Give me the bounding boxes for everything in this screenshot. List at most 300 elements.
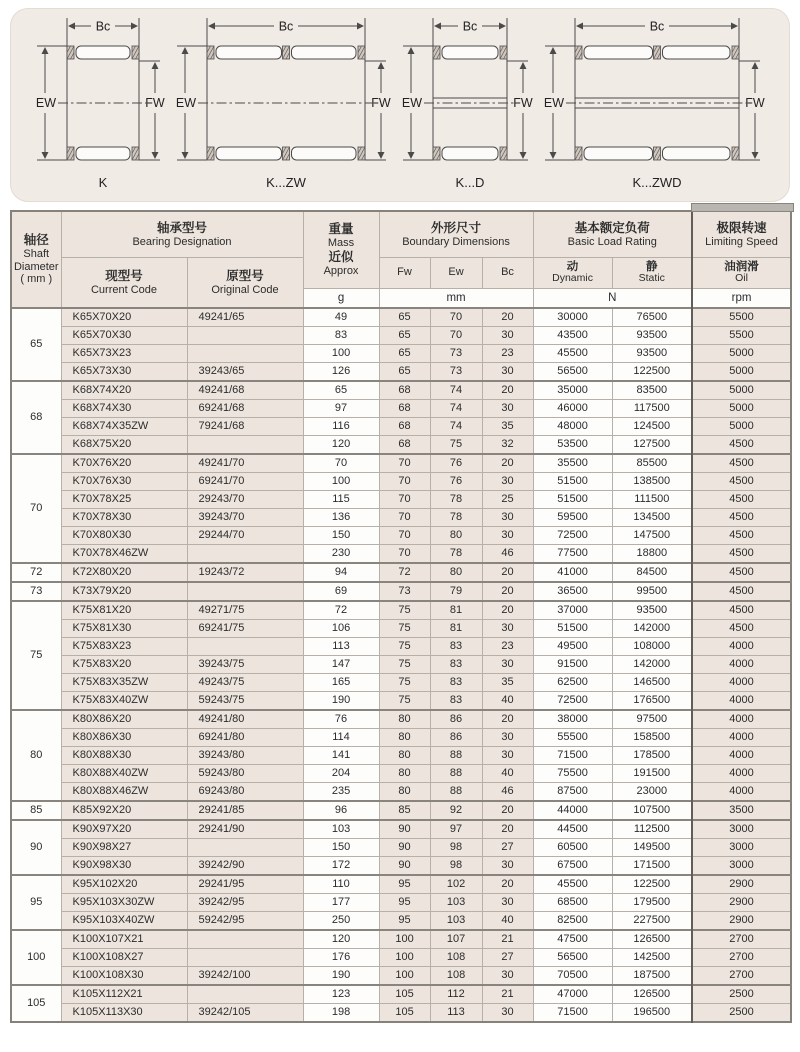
cell-current-code: K90X98X27 [61,839,187,857]
cell-ew: 80 [430,563,482,582]
cell-mass: 176 [303,949,379,967]
cell-mass: 49 [303,308,379,327]
cell-original-code [187,582,303,601]
cell-dynamic-load: 46000 [533,400,612,418]
cell-dynamic-load: 47500 [533,930,612,949]
cell-ew: 103 [430,894,482,912]
table-row [11,674,791,692]
dim-label-fw: FW [145,95,165,110]
header-speed-zh: 极限转速 [716,220,767,235]
cell-original-code: 49241/68 [187,381,303,400]
cell-current-code: K75X83X23 [61,638,187,656]
cell-mass: 100 [303,473,379,491]
cell-ew: 74 [430,418,482,436]
cell-dynamic-load: 35000 [533,381,612,400]
cell-fw: 68 [379,436,430,455]
cell-dynamic-load: 72500 [533,527,612,545]
cell-ew: 73 [430,363,482,382]
cell-dynamic-load: 75500 [533,765,612,783]
table-row [11,656,791,674]
header-mass-zh: 重量 [328,222,354,237]
cell-original-code [187,839,303,857]
table-row [11,729,791,747]
cell-mass: 150 [303,527,379,545]
table-row [11,308,791,327]
cell-mass: 110 [303,875,379,894]
cell-bc: 30 [482,1004,533,1023]
cell-bc: 20 [482,601,533,620]
cell-bc: 30 [482,967,533,986]
cell-mass: 230 [303,545,379,564]
cell-current-code: K65X70X30 [61,327,187,345]
cell-static-load: 179500 [612,894,692,912]
cell-current-code: K80X86X30 [61,729,187,747]
cell-bc: 21 [482,985,533,1004]
cell-static-load: 158500 [612,729,692,747]
cell-fw: 85 [379,801,430,820]
cell-limiting-speed: 2900 [692,912,791,931]
header-bc [482,257,533,288]
cell-mass: 136 [303,509,379,527]
shaft-diameter-cell: 70 [11,454,61,563]
cell-mass: 115 [303,491,379,509]
table-row [11,710,791,729]
cell-bc: 20 [482,801,533,820]
cell-ew: 83 [430,656,482,674]
cell-ew: 108 [430,949,482,967]
cell-static-load: 83500 [612,381,692,400]
cell-dynamic-load: 77500 [533,545,612,564]
header-ew-label: Ew [448,266,464,279]
cell-current-code: K72X80X20 [61,563,187,582]
cell-bc: 20 [482,454,533,473]
cell-static-load: 142500 [612,949,692,967]
cell-original-code: 69241/68 [187,400,303,418]
cell-ew: 78 [430,545,482,564]
unit-boundary: mm [379,288,533,308]
diagram-K-D [397,10,537,201]
cell-fw: 65 [379,345,430,363]
cell-fw: 95 [379,894,430,912]
cell-mass: 103 [303,820,379,839]
unit-load: N [533,288,692,308]
cell-fw: 95 [379,875,430,894]
table-row [11,509,791,527]
cell-bc: 46 [482,783,533,802]
header-oil-en: Oil [735,271,748,284]
cell-bc: 30 [482,327,533,345]
table-row [11,747,791,765]
cell-static-load: 23000 [612,783,692,802]
cell-limiting-speed: 5000 [692,400,791,418]
header-dynamic [533,257,612,288]
cell-static-load: 122500 [612,363,692,382]
cell-limiting-speed: 4000 [692,710,791,729]
cell-current-code: K65X73X30 [61,363,187,382]
cell-static-load: 124500 [612,418,692,436]
cell-original-code: 39243/80 [187,747,303,765]
cell-dynamic-load: 41000 [533,563,612,582]
cell-original-code: 29241/95 [187,875,303,894]
cell-fw: 73 [379,582,430,601]
cell-original-code: 29244/70 [187,527,303,545]
header-mass-en2: Approx [323,264,359,277]
cell-ew: 70 [430,308,482,327]
cell-dynamic-load: 56500 [533,949,612,967]
cell-fw: 70 [379,473,430,491]
cell-current-code: K95X103X30ZW [61,894,187,912]
cell-current-code: K80X88X30 [61,747,187,765]
cell-ew: 75 [430,436,482,455]
cell-ew: 81 [430,620,482,638]
cell-original-code: 39242/105 [187,1004,303,1023]
cell-current-code: K68X74X35ZW [61,418,187,436]
cell-original-code: 39243/70 [187,509,303,527]
cell-static-load: 85500 [612,454,692,473]
cell-original-code: 29241/90 [187,820,303,839]
cell-bc: 46 [482,545,533,564]
cell-ew: 113 [430,1004,482,1023]
diagram-type-label: K...D [455,174,485,190]
table-row [11,454,791,473]
cell-current-code: K95X102X20 [61,875,187,894]
cell-dynamic-load: 82500 [533,912,612,931]
cell-static-load: 187500 [612,967,692,986]
cell-mass: 141 [303,747,379,765]
header-dynamic-en: Dynamic [552,271,593,284]
cell-original-code: 29241/85 [187,801,303,820]
cell-bc: 23 [482,345,533,363]
cell-static-load: 76500 [612,308,692,327]
table-row [11,857,791,876]
header-limiting-speed [692,211,791,257]
shaft-diameter-cell: 80 [11,710,61,801]
cell-dynamic-load: 45500 [533,345,612,363]
cell-limiting-speed: 5000 [692,345,791,363]
cell-original-code: 19243/72 [187,563,303,582]
table-row [11,400,791,418]
header-dynamic-zh: 动 [566,260,579,273]
cell-current-code: K85X92X20 [61,801,187,820]
table-row [11,985,791,1004]
header-load-zh: 基本额定负荷 [574,220,650,235]
cell-static-load: 171500 [612,857,692,876]
cell-limiting-speed: 4000 [692,692,791,711]
cell-ew: 98 [430,839,482,857]
diagram-K [31,10,169,201]
cell-ew: 79 [430,582,482,601]
cell-dynamic-load: 67500 [533,857,612,876]
cell-fw: 68 [379,400,430,418]
cell-fw: 75 [379,692,430,711]
cell-ew: 81 [430,601,482,620]
cell-bc: 30 [482,363,533,382]
shaft-diameter-cell: 90 [11,820,61,875]
cell-original-code: 29243/70 [187,491,303,509]
header-original-en: Original Code [211,283,279,296]
cell-bc: 25 [482,491,533,509]
cell-current-code: K65X73X23 [61,345,187,363]
cell-original-code: 69241/70 [187,473,303,491]
header-oil [692,257,791,288]
cell-bc: 32 [482,436,533,455]
cell-mass: 72 [303,601,379,620]
header-boundary-zh: 外形尺寸 [431,220,482,235]
cell-limiting-speed: 4500 [692,582,791,601]
cell-original-code: 49271/75 [187,601,303,620]
cell-bc: 20 [482,308,533,327]
shaft-diameter-cell: 100 [11,930,61,985]
cell-limiting-speed: 3000 [692,857,791,876]
table-row [11,967,791,986]
table-row [11,473,791,491]
cell-ew: 73 [430,345,482,363]
dim-label-fw: FW [745,95,765,110]
cell-static-load: 84500 [612,563,692,582]
cell-fw: 72 [379,563,430,582]
cell-current-code: K105X113X30 [61,1004,187,1023]
cell-ew: 98 [430,857,482,876]
cell-bc: 35 [482,418,533,436]
header-load-en: Basic Load Rating [567,235,657,248]
shaft-diameter-cell: 68 [11,381,61,454]
cell-mass: 106 [303,620,379,638]
spec-table-container [10,210,790,1023]
cell-bc: 30 [482,473,533,491]
cell-fw: 70 [379,527,430,545]
cell-ew: 86 [430,729,482,747]
header-fw [379,257,430,288]
cell-dynamic-load: 51500 [533,473,612,491]
cell-limiting-speed: 3000 [692,839,791,857]
shaft-diameter-cell: 73 [11,582,61,601]
diagram-type-label: K [98,174,108,190]
dim-label-bc: Bc [462,19,478,33]
cell-ew: 97 [430,820,482,839]
header-boundary-en: Boundary Dimensions [402,235,510,248]
cell-static-load: 93500 [612,345,692,363]
cell-current-code: K68X74X30 [61,400,187,418]
cell-dynamic-load: 70500 [533,967,612,986]
cell-current-code: K70X78X46ZW [61,545,187,564]
cell-limiting-speed: 4000 [692,674,791,692]
cell-static-load: 108000 [612,638,692,656]
cell-bc: 30 [482,747,533,765]
table-row [11,692,791,711]
cell-mass: 65 [303,381,379,400]
table-row [11,620,791,638]
cell-limiting-speed: 5500 [692,327,791,345]
table-row [11,363,791,382]
cell-fw: 70 [379,545,430,564]
cell-original-code: 39242/90 [187,857,303,876]
table-row [11,801,791,820]
cell-current-code: K70X80X30 [61,527,187,545]
cell-limiting-speed: 4000 [692,765,791,783]
cell-dynamic-load: 30000 [533,308,612,327]
table-row [11,327,791,345]
cell-mass: 150 [303,839,379,857]
cell-limiting-speed: 5000 [692,363,791,382]
header-shaft-zh: 轴径 [23,233,49,248]
cell-fw: 100 [379,967,430,986]
cell-static-load: 196500 [612,1004,692,1023]
cell-limiting-speed: 2500 [692,985,791,1004]
cell-limiting-speed: 4500 [692,601,791,620]
cell-fw: 68 [379,418,430,436]
header-ew [430,257,482,288]
cell-limiting-speed: 4500 [692,563,791,582]
cell-limiting-speed: 5500 [692,308,791,327]
dim-label-fw: FW [513,95,533,110]
cell-original-code: 49241/80 [187,710,303,729]
cell-original-code: 39243/75 [187,656,303,674]
cell-fw: 65 [379,363,430,382]
header-basic-load-rating [533,211,692,257]
cell-fw: 75 [379,656,430,674]
cell-bc: 30 [482,729,533,747]
header-mass-zh2: 近似 [328,249,354,264]
cell-mass: 97 [303,400,379,418]
shaft-diameter-cell: 72 [11,563,61,582]
cell-fw: 80 [379,783,430,802]
cell-dynamic-load: 43500 [533,327,612,345]
cell-limiting-speed: 4000 [692,656,791,674]
cell-mass: 120 [303,436,379,455]
cell-static-load: 178500 [612,747,692,765]
cell-mass: 116 [303,418,379,436]
cell-limiting-speed: 4500 [692,491,791,509]
cell-static-load: 93500 [612,327,692,345]
header-current-zh: 现型号 [105,268,143,283]
header-static [612,257,692,288]
cell-limiting-speed: 4500 [692,527,791,545]
cell-dynamic-load: 37000 [533,601,612,620]
shaft-diameter-cell: 85 [11,801,61,820]
cell-ew: 76 [430,473,482,491]
cell-bc: 21 [482,930,533,949]
cell-ew: 108 [430,967,482,986]
header-shaft-en1: Shaft [23,248,50,261]
cell-ew: 78 [430,509,482,527]
cell-limiting-speed: 5000 [692,381,791,400]
header-bc-label: Bc [501,266,514,279]
cell-current-code: K80X88X40ZW [61,765,187,783]
table-row [11,563,791,582]
cell-fw: 80 [379,765,430,783]
cell-current-code: K68X74X20 [61,381,187,400]
cell-original-code: 39242/100 [187,967,303,986]
table-row [11,491,791,509]
cell-original-code: 49241/70 [187,454,303,473]
cell-limiting-speed: 4000 [692,638,791,656]
cell-limiting-speed: 4500 [692,620,791,638]
cell-dynamic-load: 49500 [533,638,612,656]
cell-limiting-speed: 2700 [692,949,791,967]
dim-label-bc: Bc [649,19,665,33]
header-static-en: Static [638,271,665,284]
cell-dynamic-load: 47000 [533,985,612,1004]
cell-static-load: 138500 [612,473,692,491]
cell-static-load: 99500 [612,582,692,601]
cell-original-code: 49243/75 [187,674,303,692]
cell-limiting-speed: 2700 [692,967,791,986]
table-row [11,418,791,436]
cell-dynamic-load: 38000 [533,710,612,729]
header-original-zh: 原型号 [226,268,264,283]
cell-static-load: 112500 [612,820,692,839]
dim-label-bc: Bc [95,19,111,33]
cell-bc: 35 [482,674,533,692]
cell-dynamic-load: 55500 [533,729,612,747]
cell-mass: 94 [303,563,379,582]
cell-current-code: K75X83X35ZW [61,674,187,692]
cell-ew: 88 [430,783,482,802]
cell-static-load: 93500 [612,601,692,620]
cell-dynamic-load: 51500 [533,620,612,638]
cell-bc: 20 [482,381,533,400]
cell-mass: 69 [303,582,379,601]
cell-original-code [187,345,303,363]
cell-mass: 147 [303,656,379,674]
cell-dynamic-load: 68500 [533,894,612,912]
cell-bc: 30 [482,656,533,674]
cell-current-code: K80X88X46ZW [61,783,187,802]
cell-dynamic-load: 60500 [533,839,612,857]
cell-limiting-speed: 4500 [692,436,791,455]
cell-current-code: K70X76X20 [61,454,187,473]
table-row [11,930,791,949]
table-row [11,381,791,400]
table-row [11,436,791,455]
cell-original-code: 59243/75 [187,692,303,711]
cell-bc: 30 [482,620,533,638]
cell-static-load: 117500 [612,400,692,418]
cell-current-code: K90X97X20 [61,820,187,839]
cell-current-code: K105X112X21 [61,985,187,1004]
cell-bc: 30 [482,894,533,912]
cell-dynamic-load: 35500 [533,454,612,473]
cell-original-code: 69241/75 [187,620,303,638]
cell-bc: 30 [482,509,533,527]
cell-original-code [187,985,303,1004]
cell-original-code [187,545,303,564]
cell-original-code [187,327,303,345]
cell-static-load: 111500 [612,491,692,509]
cell-bc: 30 [482,400,533,418]
cell-dynamic-load: 87500 [533,783,612,802]
bearing-diagrams-panel [10,8,790,202]
dim-label-bc: Bc [278,19,294,33]
cell-ew: 80 [430,527,482,545]
table-row [11,912,791,931]
cell-fw: 100 [379,930,430,949]
cell-static-load: 227500 [612,912,692,931]
cell-fw: 105 [379,985,430,1004]
cell-fw: 105 [379,1004,430,1023]
cell-mass: 123 [303,985,379,1004]
cell-fw: 75 [379,638,430,656]
table-row [11,783,791,802]
cell-current-code: K90X98X30 [61,857,187,876]
cell-fw: 95 [379,912,430,931]
cell-static-load: 18800 [612,545,692,564]
table-row [11,638,791,656]
cell-current-code: K100X108X30 [61,967,187,986]
cell-original-code: 49241/65 [187,308,303,327]
cell-ew: 107 [430,930,482,949]
table-row [11,582,791,601]
